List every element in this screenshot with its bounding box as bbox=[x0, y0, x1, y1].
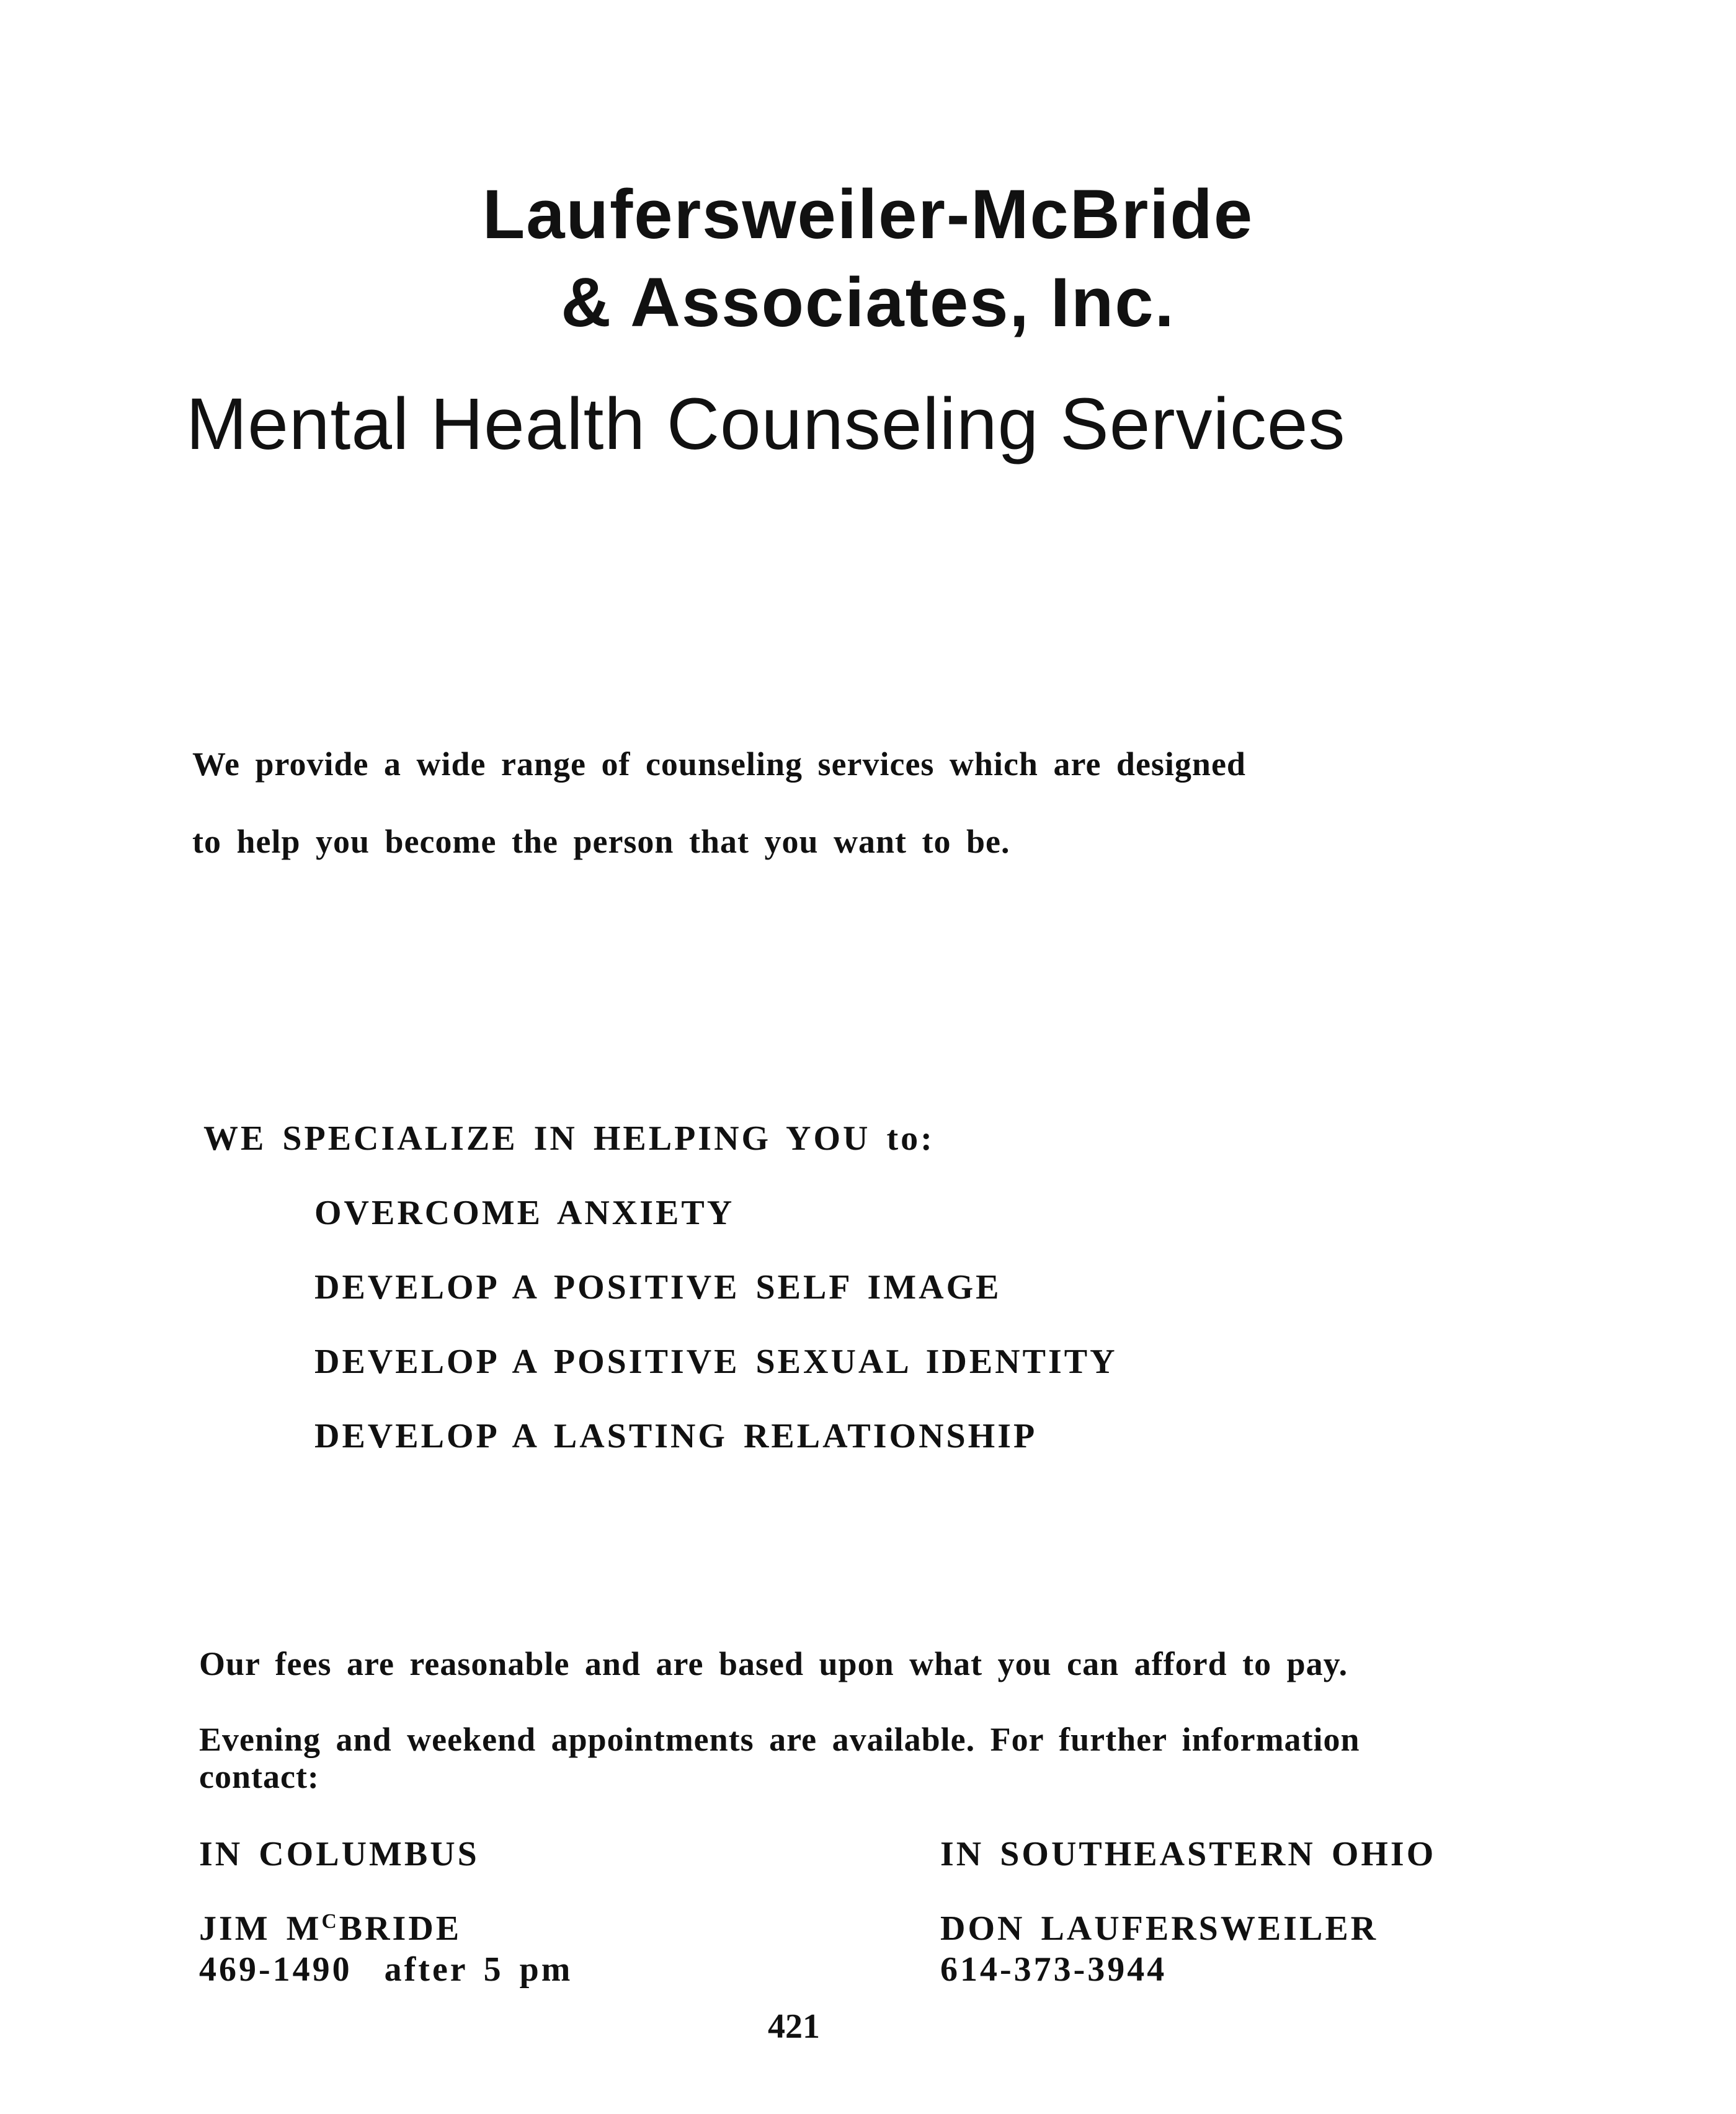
specialize-item: DEVELOP A LASTING RELATIONSHIP bbox=[314, 1417, 1038, 1455]
intro-line-1: We provide a wide range of counseling services which are designed bbox=[192, 745, 1246, 783]
name-prefix: JIM M bbox=[199, 1909, 322, 1948]
name-rest: BRIDE bbox=[339, 1909, 462, 1948]
contact-region-southeast: IN SOUTHEASTERN OHIO bbox=[940, 1835, 1436, 1873]
contact-name-columbus bbox=[199, 1911, 461, 1946]
specialize-item: OVERCOME ANXIETY bbox=[314, 1194, 735, 1232]
fees-text: Our fees are reasonable and are based upon what you can afford to pay. bbox=[199, 1645, 1348, 1682]
contact-name-southeast: DON LAUFERSWEILER bbox=[940, 1909, 1379, 1948]
specialize-item: DEVELOP A POSITIVE SELF IMAGE bbox=[314, 1268, 1002, 1307]
specialize-item: DEVELOP A POSITIVE SEXUAL IDENTITY bbox=[314, 1343, 1118, 1381]
contact-region-columbus: IN COLUMBUS bbox=[199, 1835, 479, 1873]
company-name-line1: Laufersweiler-McBride bbox=[482, 175, 1254, 253]
company-name-line2: & Associates, Inc. bbox=[561, 264, 1175, 341]
specialize-heading: WE SPECIALIZE IN HELPING YOU to: bbox=[203, 1119, 935, 1158]
page-number: 421 bbox=[768, 2007, 820, 2046]
intro-line-2: to help you become the person that you want to be. bbox=[192, 823, 1010, 860]
contact-phone-columbus: 469-1490 after 5 pm bbox=[199, 1950, 573, 1989]
subtitle: Mental Health Counseling Services bbox=[186, 383, 1346, 465]
contact-phone-southeast: 614-373-3944 bbox=[940, 1950, 1167, 1989]
evening-text-line2: contact: bbox=[199, 1758, 319, 1795]
evening-text-line1: Evening and weekend appointments are available. For further information bbox=[199, 1721, 1360, 1758]
name-sup: C bbox=[321, 1910, 339, 1933]
